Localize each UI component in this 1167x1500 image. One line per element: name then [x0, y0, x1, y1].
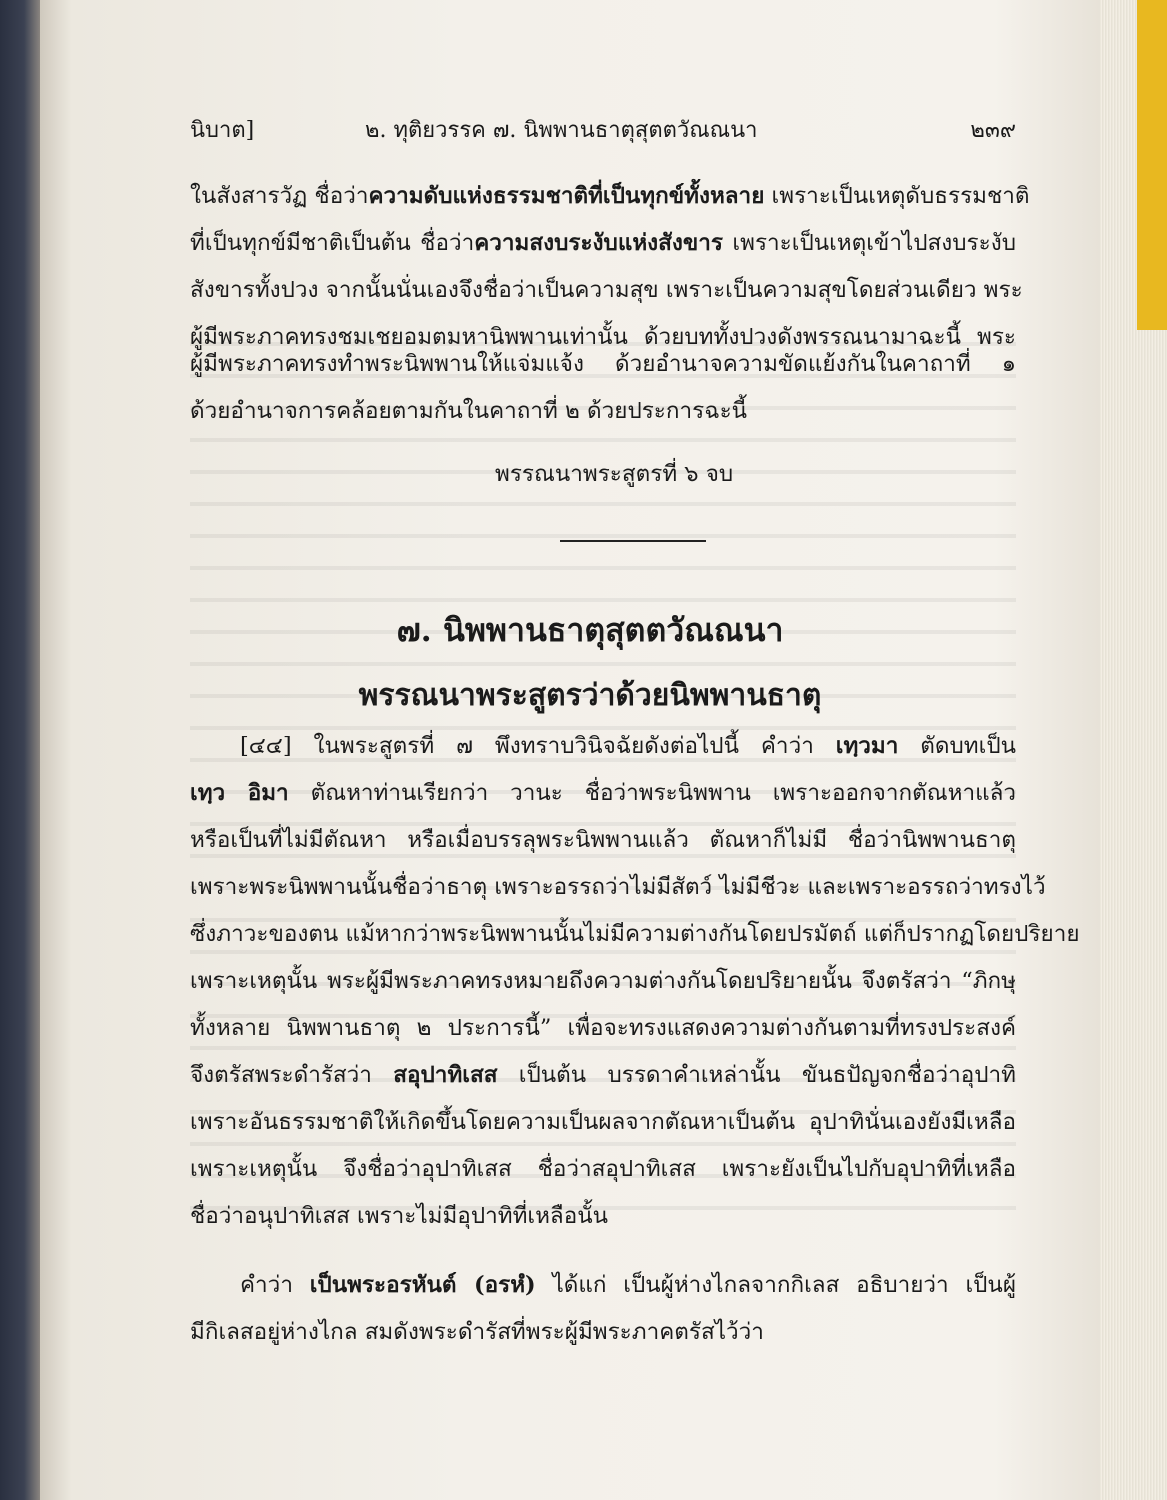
- section-subtitle: พรรณนาพระสูตรว่าด้วยนิพพานธาตุ: [358, 678, 822, 713]
- para2-line3: หรือเป็นที่ไม่มีตัณหา หรือเมื่อบรรลุพระนิพพานแล้ว ตัณหาก็ไม่มี ชื่อว่านิพพานธาตุ: [190, 827, 1016, 853]
- book-page: [40, 0, 1100, 1500]
- page-number: ๒๓๙: [970, 118, 1016, 143]
- para1-line4: ผู้มีพระภาคทรงชมเชยอมตมหานิพพานเท่านั้น ด้วยบททั้งปวงดังพรรณนามาฉะนี้ พระ: [190, 324, 1016, 350]
- text-span: เพราะเป็นเหตุเข้าไปสงบระงับ: [722, 230, 1016, 256]
- running-head: [190, 112, 1016, 142]
- para3-line1: [240, 1272, 1016, 1299]
- sutta-end-note: พรรณนาพระสูตรที่ ๖ จบ: [495, 461, 734, 487]
- text-span: ตัดบทเป็น: [898, 733, 1016, 759]
- para2-line2: [190, 780, 1016, 807]
- text-span: [๔๔] ในพระสูตรที่ ๗ พึงทราบวินิจฉัยดังต่อไปนี้ คำว่า: [240, 733, 836, 759]
- text-span: ได้แก่ เป็นผู้ห่างไกลจากกิเลส อธิบายว่า เป็นผู้: [535, 1272, 1016, 1298]
- para3-line2: มีกิเลสอยู่ห่างไกล สมดังพระดำรัสที่พระผู้มีพระภาคตรัสไว้ว่า: [190, 1319, 764, 1345]
- section-title: ๗. นิพพานธาตุสุตตวัณณนา: [396, 611, 784, 649]
- bold-term: เทฺวมา: [835, 733, 899, 759]
- bold-term: ความสงบระงับแห่งสังขาร: [474, 230, 723, 256]
- text-span: ในสังสารวัฏ ชื่อว่า: [190, 183, 369, 209]
- bold-term: สอุปาทิเสส: [393, 1062, 498, 1088]
- text-span: คำว่า: [240, 1272, 310, 1298]
- para1-line1: [190, 183, 1030, 210]
- para1-line3: สังขารทั้งปวง จากนั้นนั่นเองจึงชื่อว่าเป็นความสุข เพราะเป็นความสุขโดยส่วนเดียว พระ: [190, 277, 1023, 303]
- para2-line5: ซึ่งภาวะของตน แม้หากว่าพระนิพพานนั้นไม่มีความต่างกันโดยปรมัตถ์ แต่ก็ปรากฏโดยปริยาย: [190, 921, 1080, 947]
- para2-line4: เพราะพระนิพพานนั้นชื่อว่าธาตุ เพราะอรรถว่าไม่มีสัตว์ ไม่มีชีวะ และเพราะอรรถว่าทรงไว้: [190, 874, 1046, 900]
- text-span: เพราะเป็นเหตุดับธรรมชาติ: [764, 183, 1030, 209]
- para1-line6: ด้วยอำนาจการคล้อยตามกันในคาถาที่ ๒ ด้วยประการฉะนี้: [190, 398, 748, 424]
- para1-line2: [190, 230, 1016, 257]
- bold-term: เทฺว อิมา: [190, 780, 289, 806]
- running-head-title: ๒. ทุติยวรรค ๗. นิพพานธาตุสุตตวัณณนา: [365, 118, 758, 143]
- text-span: เป็นต้น บรรดาคำเหล่านั้น ขันธปัญจกชื่อว่าอุปาทิ: [497, 1062, 1016, 1088]
- para1-line5: ผู้มีพระภาคทรงทำพระนิพพานให้แจ่มแจ้ง ด้วยอำนาจความขัดแย้งกันในคาถาที่ ๑: [190, 351, 1016, 377]
- para2-line1: [240, 733, 1016, 760]
- para2-line8: [190, 1062, 1016, 1089]
- text-span: ตัณหาท่านเรียกว่า วานะ ชื่อว่าพระนิพพาน เพราะออกจากตัณหาแล้ว: [288, 780, 1017, 806]
- running-head-left: นิบาต]: [190, 118, 255, 143]
- text-span: จึงตรัสพระดำรัสว่า: [190, 1062, 394, 1088]
- para2-line10: เพราะเหตุนั้น จึงชื่อว่าอุปาทิเสส ชื่อว่าสอุปาทิเสส เพราะยังเป็นไปกับอุปาทิที่เหลือ: [190, 1156, 1016, 1182]
- para2-line11: ชื่อว่าอนุปาทิเสส เพราะไม่มีอุปาทิที่เหลือนั้น: [190, 1203, 608, 1229]
- text-span: ที่เป็นทุกข์มีชาติเป็นต้น ชื่อว่า: [190, 230, 475, 256]
- book-cover-edge: [0, 0, 40, 1500]
- para2-line9: เพราะอันธรรมชาติให้เกิดขึ้นโดยความเป็นผลจากตัณหาเป็นต้น อุปาทินั่นเองยังมีเหลือ: [190, 1109, 1016, 1135]
- divider-rule: [560, 540, 706, 542]
- para2-line7: ทั้งหลาย นิพพานธาตุ ๒ ประการนี้” เพื่อจะทรงแสดงความต่างกันตามที่ทรงประสงค์: [190, 1015, 1016, 1041]
- bold-term: เป็นพระอรหันต์ (อรหํ): [309, 1272, 536, 1298]
- background-object: [1137, 0, 1167, 330]
- bold-term: ความดับแห่งธรรมชาติที่เป็นทุกข์ทั้งหลาย: [368, 183, 765, 209]
- para2-line6: เพราะเหตุนั้น พระผู้มีพระภาคทรงหมายถึงความต่างกันโดยปริยายนั้น จึงตรัสว่า “ภิกษุ: [190, 968, 1016, 994]
